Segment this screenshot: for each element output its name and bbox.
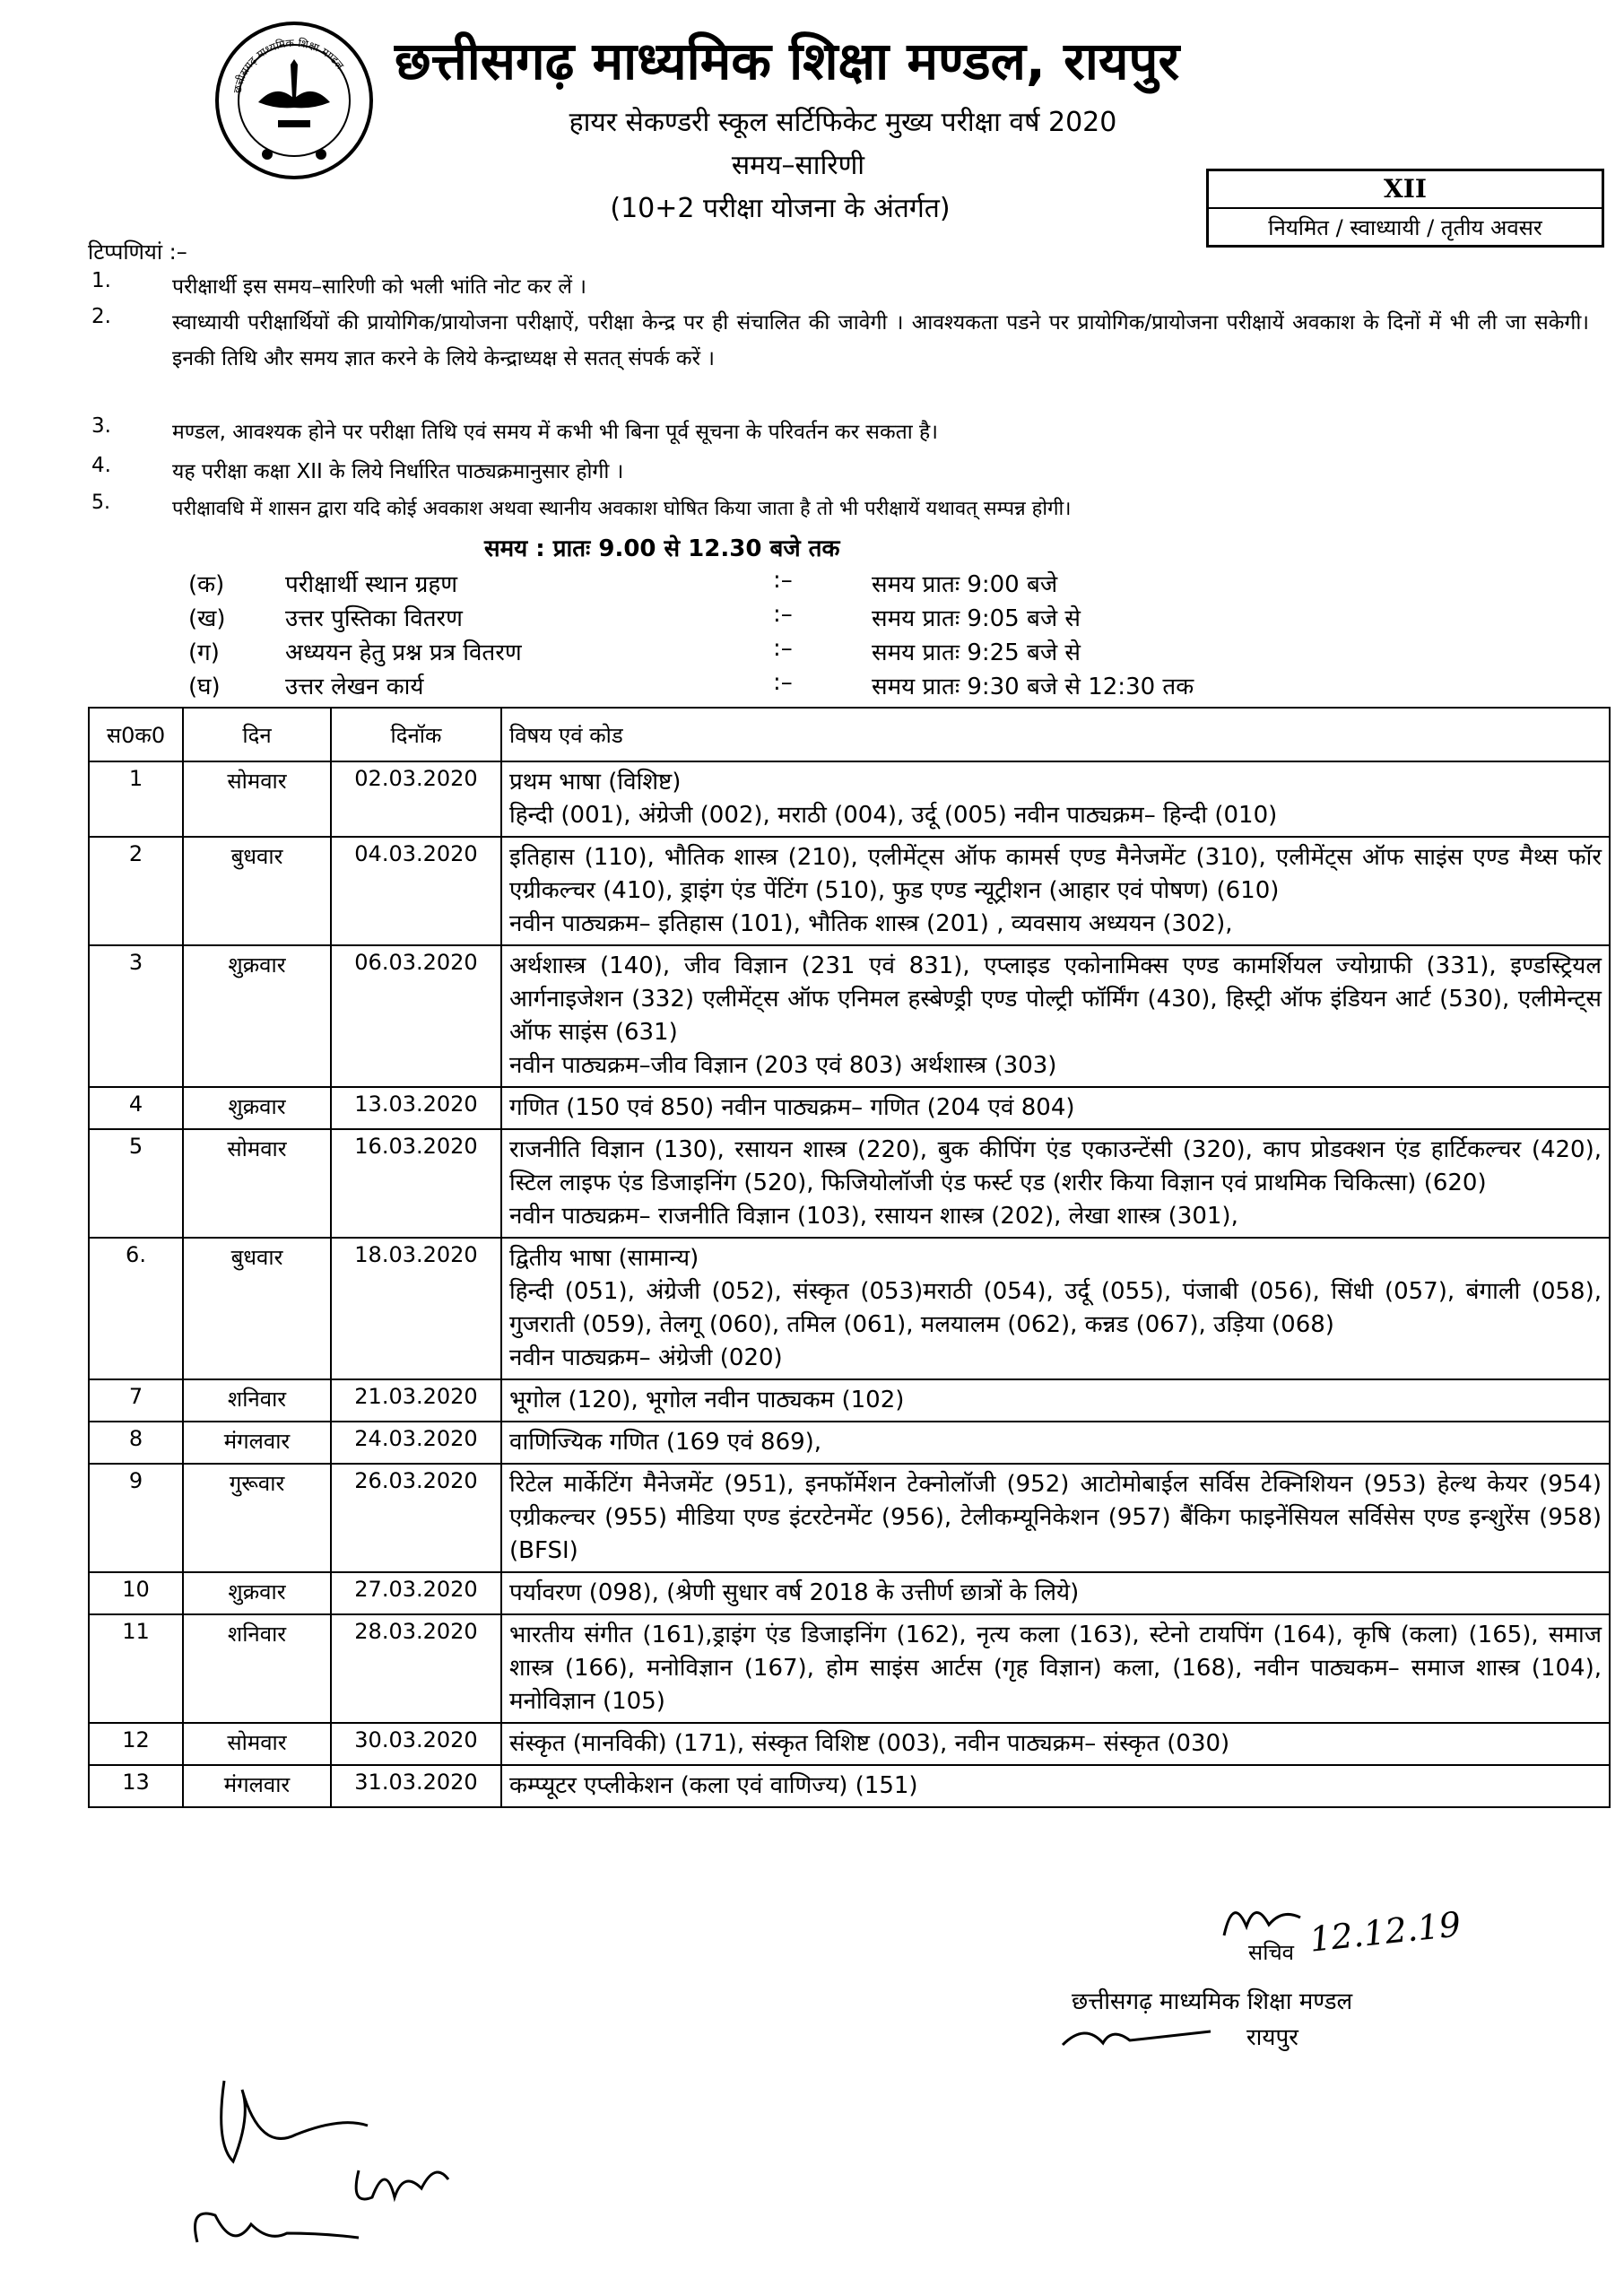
schedule-time: समय प्रातः 9:05 बजे से [872, 605, 1081, 632]
schedule-activity: उत्तर पुस्तिका वितरण [285, 605, 463, 632]
row-date: 28.03.2020 [331, 1614, 501, 1723]
row-subjects: इतिहास (110), भौतिक शास्त्र (210), एलीमेंट्स ऑफ कामर्स एण्ड मैनेजमेंट (310), एलीमेंट्स ऑफ साइंस एण्ड मैथ्स फॉर एग्रीकल्चर (410), ड्राइंग एंड पेंटिंग (510), फुड एण्ड न्यूट्रीशन (आहार एवं पोषण) (610) नवीन पाठ्यक्रम– इतिहास (101), भौतिक शास्त्र (201) , व्यवसाय अध्ययन (302), [501, 837, 1610, 945]
table-row [89, 761, 1610, 837]
row-subjects: अर्थशास्त्र (140), जीव विज्ञान (231 एवं 831), एप्लाइड एकोनामिक्स एण्ड कामर्शियल ज्योग्राफी (331), इण्डस्ट्रियल आर्गनाइजेशन (332) एलीमेंट्स ऑफ एनिमल हस्बेण्ड्री एण्ड पोल्ट्री फॉर्मिंग (430), हिस्ट्री ऑफ इंडियन आर्ट (530), एलीमेन्ट्स ऑफ साइंस (631) नवीन पाठ्यक्रम–जीव विज्ञान (203 एवं 803) अर्थशास्त्र (303) [501, 945, 1610, 1087]
signature-date: 12.12.19 [1307, 1904, 1463, 1960]
table-row [89, 1087, 1610, 1129]
exam-timetable [88, 707, 1611, 1808]
row-serial-number: 12 [89, 1723, 183, 1765]
row-day: शनिवार [183, 1379, 331, 1422]
row-serial-number: 3 [89, 945, 183, 1087]
schedule-activity: उत्तर लेखन कार्य [285, 674, 424, 700]
row-serial-number: 2 [89, 837, 183, 945]
schedule-separator: :– [773, 635, 793, 662]
schedule-label: (ग) [188, 639, 220, 666]
header-day: दिन [183, 708, 331, 761]
table-row [89, 1129, 1610, 1238]
table-row [89, 1422, 1610, 1464]
table-row [89, 1379, 1610, 1422]
note-text: परीक्षार्थी इस समय–सारिणी को भली भांति नोट कर लें । [172, 275, 586, 299]
row-subjects: गणित (150 एवं 850) नवीन पाठ्यक्रम– गणित (204 एवं 804) [501, 1087, 1610, 1129]
row-day: सोमवार [183, 761, 331, 837]
svg-text:छत्तीसगढ़ माध्यमिक शिक्षा मण्ड [231, 37, 347, 94]
row-date: 04.03.2020 [331, 837, 501, 945]
note-text: स्वाध्यायी परीक्षार्थियों की प्रायोगिक/प्रायोजना परीक्षाऐं, परीक्षा केन्द्र पर ही संचालित की जावेगी । आवश्यकता पडने पर प्रायोगिक/प्रायोजना परीक्षायें अवकाश के दिनों में भी ली जा सकेगी। इनकी तिथि और समय ज्ञात करने के लिये केन्द्राध्यक्ष से सतत् संपर्क करें । [172, 311, 1589, 370]
schedule-time: समय प्रातः 9:00 बजे [872, 571, 1058, 598]
row-day: सोमवार [183, 1129, 331, 1238]
class-label: XII [1209, 171, 1602, 209]
row-subjects: भारतीय संगीत (161),ड्राइंग एंड डिजाइनिंग (162), नृत्य कला (163), स्टेनो टायपिंग (164), कृषि (कला) (165), समाज शास्त्र (166), मनोविज्ञान (167), होम साइंस आर्टस (गृह विज्ञान) कला, (168), नवीन पाठ्यकम– समाज शास्त्र (104), मनोविज्ञान (105) [501, 1614, 1610, 1723]
row-subjects: रिटेल मार्केटिंग मैनेजमेंट (951), इनफॉर्मेशन टेक्नोलॉजी (952) आटोमोबाईल सर्विस टेक्निशियन (953) हेल्थ केयर (954) एग्रीकल्चर (955) मीडिया एण्ड इंटरटेनमेंट (956), टेलीकम्यूनिकेशन (957) बैंकिग फाइनेंसियल सर्विसेस एण्ड इन्शुरेंस (958) (BFSI) [501, 1464, 1610, 1572]
row-date: 27.03.2020 [331, 1572, 501, 1614]
row-subjects: भूगोल (120), भूगोल नवीन पाठ्यकम (102) [501, 1379, 1610, 1422]
table-row [89, 945, 1610, 1087]
row-subjects: पर्यावरण (098), (श्रेणी सुधार वर्ष 2018 के उत्तीर्ण छात्रों के लिये) [501, 1572, 1610, 1614]
table-row [89, 1765, 1610, 1807]
row-day: गुरूवार [183, 1464, 331, 1572]
table-row [89, 1238, 1610, 1379]
row-serial-number: 7 [89, 1379, 183, 1422]
schedule-activity: परीक्षार्थी स्थान ग्रहण [285, 571, 458, 598]
schedule-activity: अध्ययन हेतु प्रश्न प्रत्र वितरण [285, 639, 522, 666]
row-subjects: संस्कृत (मानविकी) (171), संस्कृत विशिष्ट (003), नवीन पाठ्यक्रम– संस्कृत (030) [501, 1723, 1610, 1765]
note-number: 1. [91, 269, 111, 292]
row-day: शुक्रवार [183, 1572, 331, 1614]
note-text: यह परीक्षा कक्षा XII के लिये निर्धारित पाठ्यक्रमानुसार होगी । [172, 460, 624, 483]
row-subjects: द्वितीय भाषा (सामान्य) हिन्दी (051), अंग्रेजी (052), संस्कृत (053)मराठी (054), उर्दू (055), पंजाबी (056), सिंधी (057), बंगाली (058), गुजराती (059), तेलगू (060), तमिल (061), मलयालम (062), कन्नड (067), उड़िया (068) नवीन पाठ्यक्रम– अंग्रेजी (020) [501, 1238, 1610, 1379]
note-number: 2. [91, 305, 111, 328]
row-serial-number: 11 [89, 1614, 183, 1723]
row-date: 21.03.2020 [331, 1379, 501, 1422]
row-day: बुधवार [183, 837, 331, 945]
note-number: 5. [91, 491, 110, 514]
row-day: मंगलवार [183, 1765, 331, 1807]
row-serial-number: 8 [89, 1422, 183, 1464]
header-date: दिनॉक [331, 708, 501, 761]
row-serial-number: 10 [89, 1572, 183, 1614]
row-subjects: कम्प्यूटर एप्लीकेशन (कला एवं वाणिज्य) (151) [501, 1765, 1610, 1807]
row-subjects: वाणिज्यिक गणित (169 एवं 869), [501, 1422, 1610, 1464]
exam-scheme: (10+2 परीक्षा योजना के अंतर्गत) [610, 193, 951, 224]
row-day: बुधवार [183, 1238, 331, 1379]
exam-title: हायर सेकण्डरी स्कूल सर्टिफिकेट मुख्य परीक्षा वर्ष 2020 [569, 107, 1117, 138]
row-day: सोमवार [183, 1723, 331, 1765]
row-serial-number: 5 [89, 1129, 183, 1238]
row-serial-number: 13 [89, 1765, 183, 1807]
class-box [1206, 169, 1604, 248]
notes-heading: टिप्पणियां :– [88, 239, 187, 265]
schedule-label: (घ) [188, 674, 221, 700]
row-date: 30.03.2020 [331, 1723, 501, 1765]
note-number: 4. [91, 454, 111, 477]
row-date: 24.03.2020 [331, 1422, 501, 1464]
row-serial-number: 1 [89, 761, 183, 837]
table-row [89, 1572, 1610, 1614]
schedule-time: समय प्रातः 9:25 बजे से [872, 639, 1081, 666]
note-text: परीक्षावधि में शासन द्वारा यदि कोई अवकाश अथवा स्थानीय अवकाश घोषित किया जाता है तो भी परीक्षायें यथावत् सम्पन्न होगी। [172, 498, 1072, 520]
row-date: 31.03.2020 [331, 1765, 501, 1807]
table-row [89, 1723, 1610, 1765]
board-title: छत्तीसगढ़ माध्यमिक शिक्षा मण्डल, रायपुर [395, 30, 1180, 91]
row-subjects: राजनीति विज्ञान (130), रसायन शास्त्र (220), बुक कीपिंग एंड एकाउन्टेंसी (320), काप प्रोडक्शन एंड हार्टिकल्चर (420), स्टिल लाइफ एंड डिजाइनिंग (520), फिजियोलॉजी एंड फर्स्ट एड (शरीर किया विज्ञान एवं प्राथमिक चिकित्सा) (620) नवीन पाठ्यक्रम– राजनीति विज्ञान (103), रसायन शास्त्र (202), लेखा शास्त्र (301), [501, 1129, 1610, 1238]
board-seal-logo [213, 20, 375, 181]
footer-board-name: छत्तीसगढ़ माध्यमिक शिक्षा मण्डल [1072, 1988, 1353, 2015]
schedule-separator: :– [773, 669, 793, 696]
exam-time: समय : प्रातः 9.00 से 12.30 बजे तक [484, 535, 840, 562]
initials-scribble [1058, 2018, 1229, 2054]
row-date: 13.03.2020 [331, 1087, 501, 1129]
table-row [89, 1614, 1610, 1723]
exam-table-body [89, 761, 1610, 1807]
row-serial-number: 6. [89, 1238, 183, 1379]
schedule-time: समय प्रातः 9:30 बजे से 12:30 तक [872, 674, 1194, 700]
row-date: 06.03.2020 [331, 945, 501, 1087]
row-date: 02.03.2020 [331, 761, 501, 837]
note-text: मण्डल, आवश्यक होने पर परीक्षा तिथि एवं समय में कभी भी बिना पूर्व सूचना के परिवर्तन कर सकता है। [172, 421, 938, 444]
row-serial-number: 4 [89, 1087, 183, 1129]
row-subjects: प्रथम भाषा (विशिष्ट) हिन्दी (001), अंग्रेजी (002), मराठी (004), उर्दू (005) नवीन पाठ्यक्रम– हिन्दी (010) [501, 761, 1610, 837]
row-day: शुक्रवार [183, 1087, 331, 1129]
table-row [89, 1464, 1610, 1572]
table-header-row [89, 708, 1610, 761]
row-day: मंगलवार [183, 1422, 331, 1464]
schedule-separator: :– [773, 567, 793, 594]
table-row [89, 837, 1610, 945]
candidate-category: नियमित / स्वाध्यायी / तृतीय अवसर [1268, 215, 1542, 240]
header-subject-code: विषय एवं कोड [501, 708, 1610, 761]
row-date: 18.03.2020 [331, 1238, 501, 1379]
member-signatures [179, 2063, 556, 2269]
timetable-heading: समय–सारिणी [731, 150, 865, 181]
row-serial-number: 9 [89, 1464, 183, 1572]
header-serial-number: स0क0 [89, 708, 183, 761]
schedule-label: (ख) [188, 605, 226, 632]
row-date: 26.03.2020 [331, 1464, 501, 1572]
footer-city: रायपुर [1246, 2024, 1298, 2051]
note-number: 3. [91, 414, 111, 438]
seal-arc-text: छत्तीसगढ़ माध्यमिक शिक्षा मण्डल [230, 36, 347, 95]
schedule-label: (क) [188, 571, 225, 598]
schedule-separator: :– [773, 601, 793, 628]
row-day: शुक्रवार [183, 945, 331, 1087]
row-date: 16.03.2020 [331, 1129, 501, 1238]
secretary-label: सचिव [1248, 1940, 1295, 1965]
row-day: शनिवार [183, 1614, 331, 1723]
